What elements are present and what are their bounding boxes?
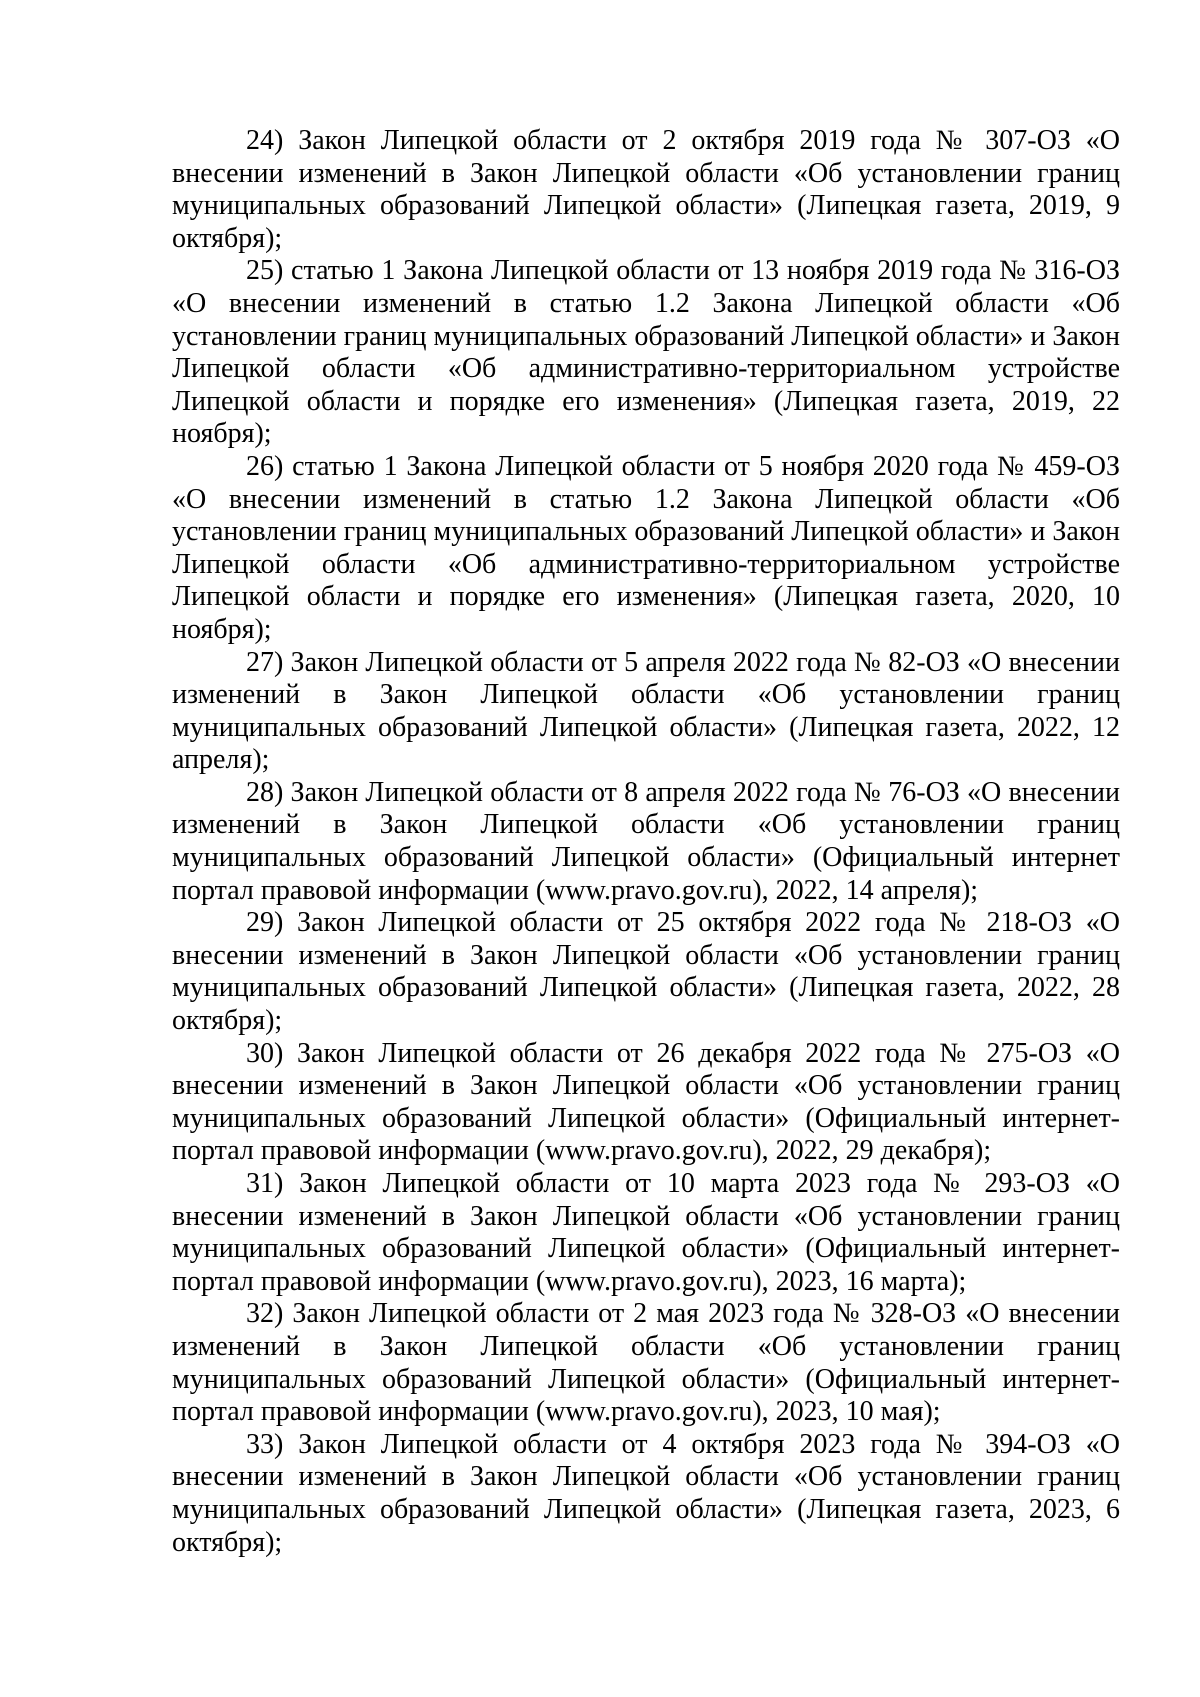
list-item-30: 30) Закон Липецкой области от 26 декабря 2022 года № 275-ОЗ «О внесении изменений в Закон Липецкой области «Об установлении границ муниципальных образований Липецкой области» (Официальный интернет-портал правовой информации (www.pravo.gov.ru), 2022, 29 декабря); xyxy=(172,1037,1120,1167)
list-item-29: 29) Закон Липецкой области от 25 октября 2022 года № 218-ОЗ «О внесении изменений в Закон Липецкой области «Об установлении границ муниципальных образований Липецкой области» (Липецкая газета, 2022, 28 октября); xyxy=(172,907,1120,1037)
list-item-32: 32) Закон Липецкой области от 2 мая 2023 года № 328-ОЗ «О внесении изменений в Закон Липецкой области «Об установлении границ муниципальных образований Липецкой области» (Официальный интернет-портал правовой информации (www.pravo.gov.ru), 2023, 10 мая); xyxy=(172,1298,1120,1428)
list-item-26: 26) статью 1 Закона Липецкой области от 5 ноября 2020 года № 459-ОЗ «О внесении изменений в статью 1.2 Закона Липецкой области «Об установлении границ муниципальных образований Липецкой области» и Закон Липецкой области «Об административно-территориальном устройстве Липецкой области и порядке его изменения» (Липецкая газета, 2020, 10 ноября); xyxy=(172,450,1120,645)
document-body xyxy=(172,125,1120,1559)
list-item-33: 33) Закон Липецкой области от 4 октября 2023 года № 394-ОЗ «О внесении изменений в Закон Липецкой области «Об установлении границ муниципальных образований Липецкой области» (Липецкая газета, 2023, 6 октября); xyxy=(172,1428,1120,1558)
list-item-24: 24) Закон Липецкой области от 2 октября 2019 года № 307-ОЗ «О внесении изменений в Закон Липецкой области «Об установлении границ муниципальных образований Липецкой области» (Липецкая газета, 2019, 9 октября); xyxy=(172,125,1120,254)
list-item-27: 27) Закон Липецкой области от 5 апреля 2022 года № 82-ОЗ «О внесении изменений в Закон Липецкой области «Об установлении границ муниципальных образований Липецкой области» (Липецкая газета, 2022, 12 апреля); xyxy=(172,646,1120,776)
list-item-31: 31) Закон Липецкой области от 10 марта 2023 года № 293-ОЗ «О внесении изменений в Закон Липецкой области «Об установлении границ муниципальных образований Липецкой области» (Официальный интернет-портал правовой информации (www.pravo.gov.ru), 2023, 16 марта); xyxy=(172,1168,1120,1297)
list-item-25: 25) статью 1 Закона Липецкой области от 13 ноября 2019 года № 316-ОЗ «О внесении изменений в статью 1.2 Закона Липецкой области «Об установлении границ муниципальных образований Липецкой области» и Закон Липецкой области «Об административно-территориальном устройстве Липецкой области и порядке его изменения» (Липецкая газета, 2019, 22 ноября); xyxy=(172,255,1120,450)
list-item-28: 28) Закон Липецкой области от 8 апреля 2022 года № 76-ОЗ «О внесении изменений в Закон Липецкой области «Об установлении границ муниципальных образований Липецкой области» (Официальный интернет портал правовой информации (www.pravo.gov.ru), 2022, 14 апреля); xyxy=(172,776,1120,906)
